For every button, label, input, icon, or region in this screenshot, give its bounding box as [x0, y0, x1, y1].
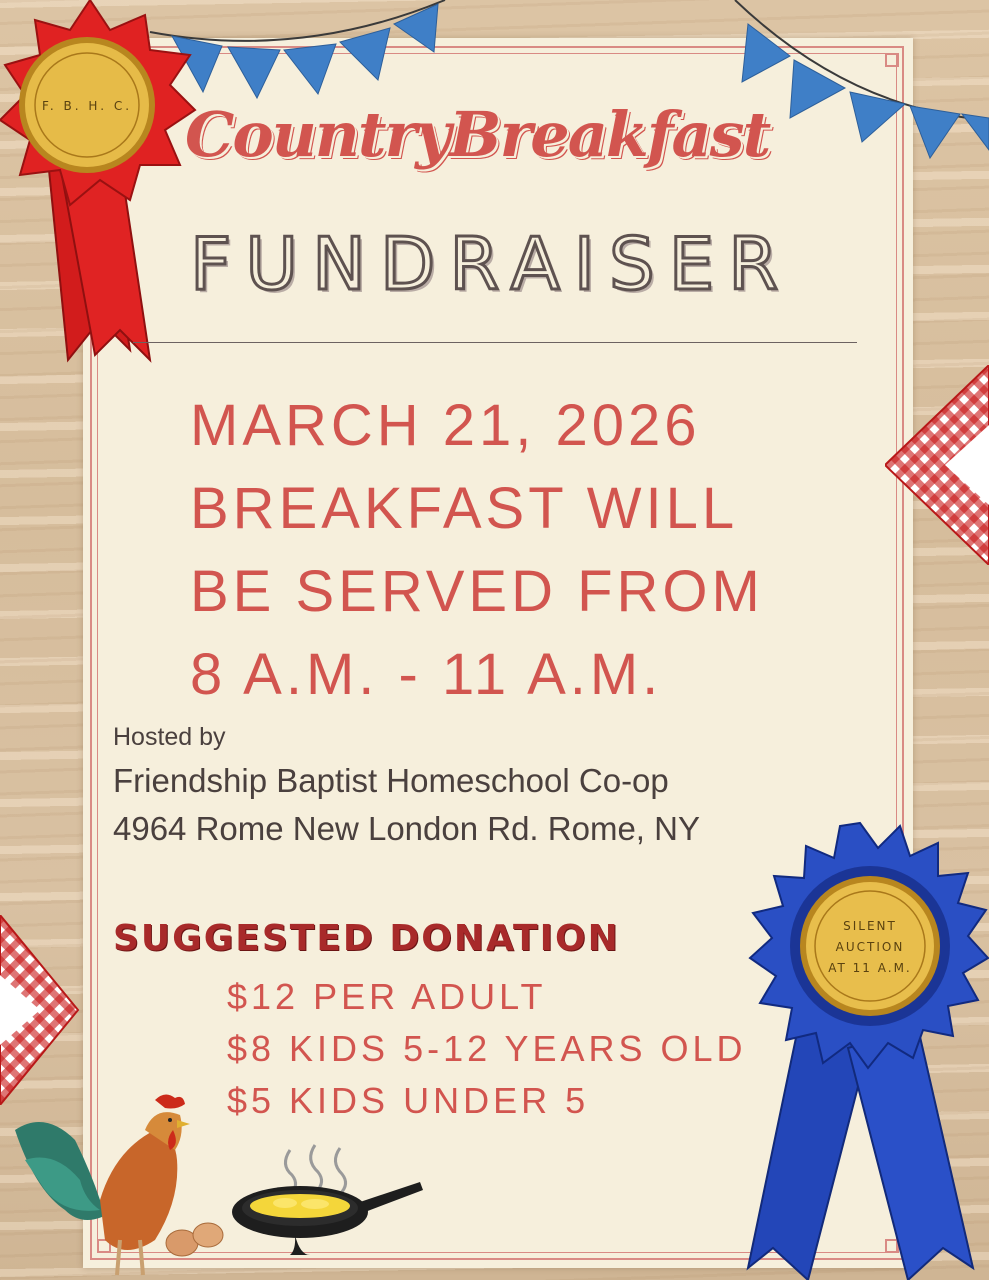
- donation-title: SUGGESTED DONATION: [113, 918, 620, 959]
- red-ribbon-seal-icon: [0, 0, 200, 370]
- price-adult: $12 PER ADULT: [227, 976, 547, 1017]
- host-address: 4964 Rome New London Rd. Rome, NY: [113, 810, 700, 847]
- title-fundraiser: FUNDRAISER: [190, 222, 793, 306]
- hosted-by-label: Hosted by: [113, 723, 226, 751]
- ribbon-text-line: AUCTION: [835, 940, 905, 954]
- event-line: BREAKFAST WILL: [190, 476, 739, 541]
- ribbon-text-line: SILENT: [843, 919, 897, 933]
- title-script: CountryBreakfast: [185, 98, 770, 171]
- divider: [133, 342, 857, 343]
- skillet-eggs-icon: [230, 1140, 425, 1260]
- seal-text: F. B. H. C.: [41, 99, 133, 113]
- event-date: MARCH 21, 2026: [190, 393, 701, 458]
- event-time: 8 A.M. - 11 A.M.: [190, 642, 663, 707]
- price-under-5: $5 KIDS UNDER 5: [227, 1080, 590, 1121]
- blue-ribbon-icon: [728, 818, 989, 1280]
- host-name: Friendship Baptist Homeschool Co-op: [113, 762, 669, 799]
- eggs-icon: [160, 1215, 230, 1260]
- gingham-cloth-icon: [0, 915, 80, 1105]
- gingham-cloth-icon: [885, 365, 989, 565]
- price-kids: $8 KIDS 5-12 YEARS OLD: [227, 1028, 747, 1069]
- event-line: BE SERVED FROM: [190, 559, 764, 624]
- ribbon-text-line: AT 11 A.M.: [828, 961, 912, 975]
